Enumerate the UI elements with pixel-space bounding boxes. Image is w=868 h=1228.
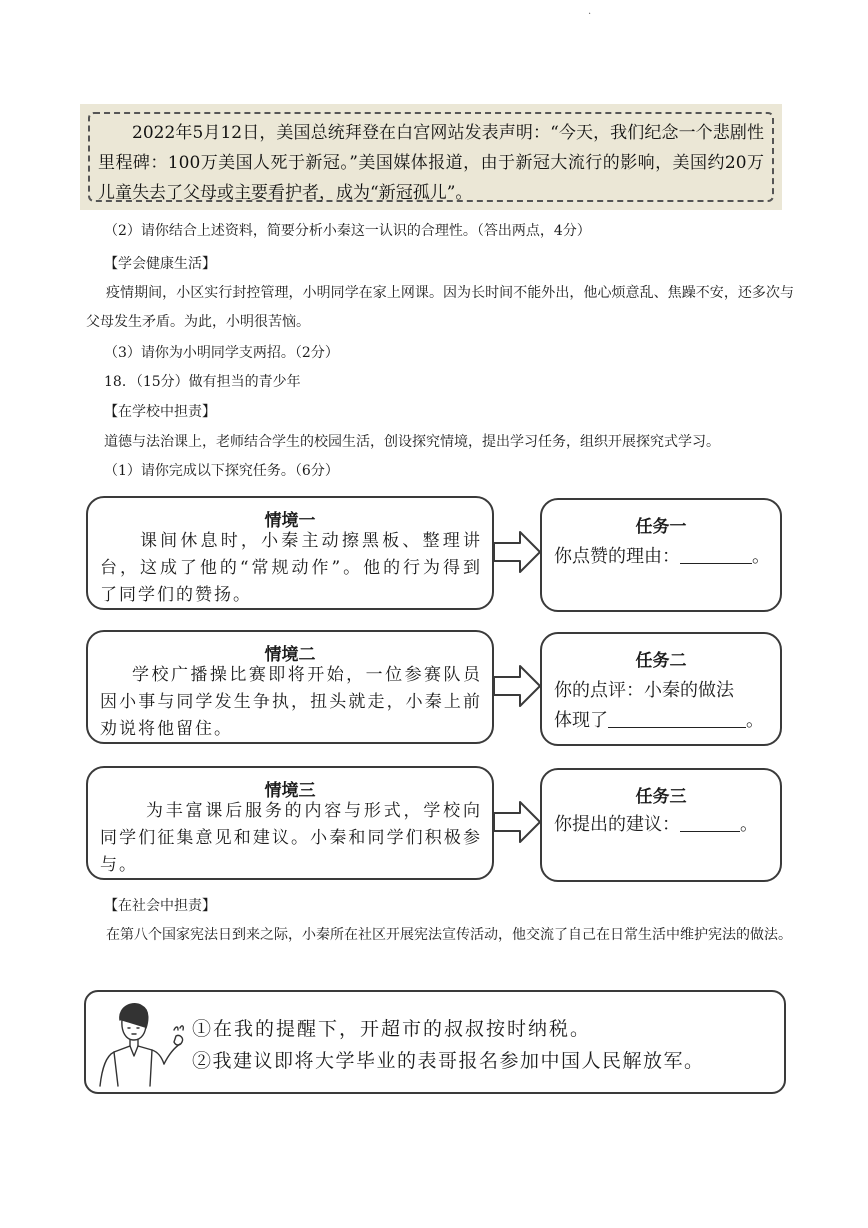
question-3: （3）请你为小明同学支两招。（2分） bbox=[104, 345, 339, 361]
task-2-prompt-line-1: 你的点评：小秦的做法 bbox=[554, 680, 734, 701]
student-illustration-icon bbox=[90, 998, 190, 1090]
task-3-box bbox=[540, 768, 782, 882]
task-3-title: 任务三 bbox=[635, 787, 687, 807]
situation-1-box bbox=[86, 496, 494, 610]
question-2: （2）请你结合上述资料，简要分析小秦这一认识的合理性。（答出两点，4分） bbox=[104, 223, 591, 239]
question-18-1: （1）请你完成以下探究任务。（6分） bbox=[104, 463, 339, 479]
society-paragraph: 在第八个国家宪法日到来之际，小秦所在社区开展宪法宣传活动，他交流了自己在日常生活中维护宪法的做法。 bbox=[106, 927, 792, 943]
situation-2-title: 情境二 bbox=[264, 645, 316, 665]
healthy-life-paragraph: 疫情期间，小区实行封控管理，小明同学在家上网课。因为长时间不能外出，他心烦意乱、焦躁不安，还多次与父母发生矛盾。为此，小明很苦恼。 bbox=[86, 285, 794, 330]
heading-healthy-life: 【学会健康生活】 bbox=[104, 256, 216, 272]
task-2-prompt-line-2: 体现了 bbox=[554, 710, 608, 731]
task-3-prompt: 你提出的建议： bbox=[554, 814, 680, 835]
task-1-title: 任务一 bbox=[635, 517, 687, 537]
situation-3-title: 情境三 bbox=[264, 781, 316, 801]
task-1-box bbox=[540, 498, 782, 612]
page-mark: . bbox=[588, 6, 592, 17]
heading-society-responsibility: 【在社会中担责】 bbox=[104, 898, 216, 914]
school-paragraph: 道德与法治课上，老师结合学生的校园生活，创设探究情境，提出学习任务，组织开展探究式学习。 bbox=[104, 434, 720, 450]
arrow-right-icon bbox=[494, 800, 542, 844]
task-1-end: 。 bbox=[752, 546, 770, 567]
task-2-end: 。 bbox=[746, 710, 764, 731]
arrow-right-icon bbox=[494, 664, 542, 708]
task-3-end: 。 bbox=[740, 814, 758, 835]
constitution-item-2: ②我建议即将大学毕业的表哥报名参加中国人民解放军。 bbox=[192, 1050, 705, 1072]
situation-3-box bbox=[86, 766, 494, 880]
task-1-answer-blank[interactable] bbox=[680, 543, 752, 564]
situation-2-text: 学校广播操比赛即将开始，一位参赛队员因小事与同学发生争执，扭头就走，小秦上前劝说将他留住。 bbox=[100, 665, 482, 739]
task-3-answer-blank[interactable] bbox=[680, 811, 740, 832]
task-1-prompt: 你点赞的理由： bbox=[554, 546, 680, 567]
task-2-answer-blank[interactable] bbox=[608, 707, 746, 728]
news-quote-box bbox=[80, 104, 782, 210]
news-quote-text: 2022年5月12日，美国总统拜登在白宫网站发表声明：“今天，我们纪念一个悲剧性里程碑：100万美国人死于新冠。”美国媒体报道，由于新冠大流行的影响，美国约20万儿童失去了父母或主要看护者，成为“新冠孤儿”。 bbox=[98, 123, 764, 203]
question-18-title: 18．（15分）做有担当的青少年 bbox=[104, 374, 301, 390]
task-2-box bbox=[540, 632, 782, 746]
heading-school-responsibility: 【在学校中担责】 bbox=[104, 404, 216, 420]
task-2-title: 任务二 bbox=[635, 651, 687, 671]
constitution-item-1: ①在我的提醒下，开超市的叔叔按时纳税。 bbox=[192, 1018, 592, 1040]
situation-2-box bbox=[86, 630, 494, 744]
situation-3-text: 为丰富课后服务的内容与形式，学校向同学们征集意见和建议。小秦和同学们积极参与。 bbox=[100, 801, 482, 875]
situation-1-title: 情境一 bbox=[264, 511, 316, 531]
arrow-right-icon bbox=[494, 530, 542, 574]
speech-box bbox=[84, 990, 786, 1094]
situation-1-text: 课间休息时，小秦主动擦黑板、整理讲台，这成了他的“常规动作”。他的行为得到了同学们的赞扬。 bbox=[100, 531, 482, 605]
